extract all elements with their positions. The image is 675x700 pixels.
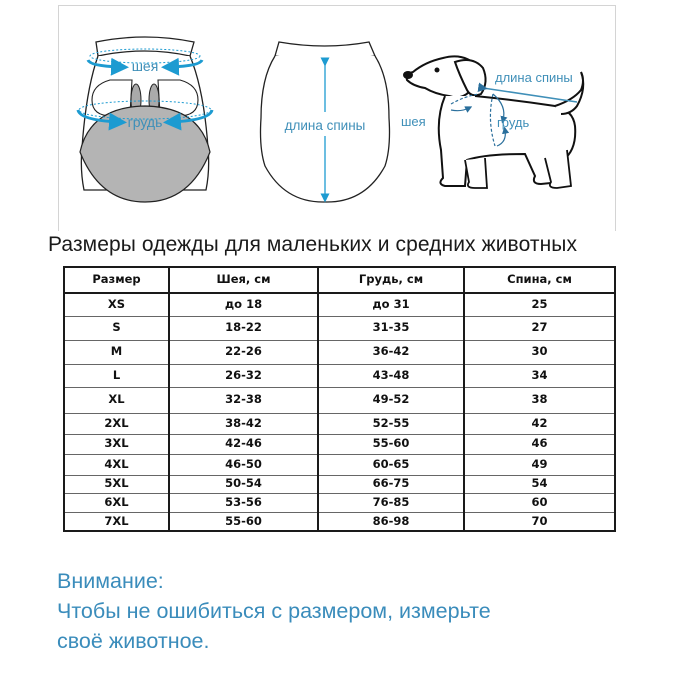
- cell-back: 27: [464, 316, 615, 340]
- header-back: Спина, см: [464, 267, 615, 293]
- sweater-front-diagram: [70, 30, 220, 210]
- size-table: [63, 266, 616, 532]
- cell-size: 5XL: [64, 475, 169, 493]
- cell-chest: 60-65: [318, 454, 464, 475]
- cell-chest: до 31: [318, 293, 464, 316]
- cell-back: 60: [464, 493, 615, 512]
- sweater-front-icon: [70, 30, 220, 210]
- table-row: [64, 493, 615, 512]
- header-chest: Грудь, см: [318, 267, 464, 293]
- neck-label: шея: [131, 58, 159, 74]
- cell-chest: 66-75: [318, 475, 464, 493]
- cell-size: 3XL: [64, 434, 169, 454]
- chest-label: грудь: [127, 114, 163, 130]
- dog-diagram: [395, 50, 615, 200]
- cell-neck: 53-56: [169, 493, 318, 512]
- table-row: [64, 387, 615, 413]
- attention-note: [57, 566, 657, 656]
- cell-back: 34: [464, 364, 615, 387]
- sweater-back-diagram: [255, 38, 395, 208]
- cell-neck: 55-60: [169, 512, 318, 531]
- cell-neck: 22-26: [169, 340, 318, 364]
- cell-neck: 18-22: [169, 316, 318, 340]
- cell-back: 70: [464, 512, 615, 531]
- cell-size: 6XL: [64, 493, 169, 512]
- dog-neck-label: шея: [401, 114, 426, 129]
- cell-chest: 31-35: [318, 316, 464, 340]
- cell-size: L: [64, 364, 169, 387]
- cell-neck: 50-54: [169, 475, 318, 493]
- table-row: [64, 364, 615, 387]
- cell-chest: 36-42: [318, 340, 464, 364]
- cell-size: XL: [64, 387, 169, 413]
- sweater-back-icon: [255, 38, 395, 208]
- page-title: Размеры одежды для маленьких и средних животных: [48, 233, 578, 256]
- cell-neck: до 18: [169, 293, 318, 316]
- dog-chest-label: грудь: [497, 115, 530, 130]
- cell-size: S: [64, 316, 169, 340]
- table-row: [64, 475, 615, 493]
- cell-neck: 42-46: [169, 434, 318, 454]
- header-size: Размер: [64, 267, 169, 293]
- table-header-row: [64, 267, 615, 293]
- table-row: [64, 340, 615, 364]
- cell-chest: 49-52: [318, 387, 464, 413]
- cell-size: XS: [64, 293, 169, 316]
- cell-back: 30: [464, 340, 615, 364]
- cell-back: 46: [464, 434, 615, 454]
- cell-neck: 32-38: [169, 387, 318, 413]
- cell-size: 2XL: [64, 413, 169, 434]
- table-row: [64, 413, 615, 434]
- cell-chest: 52-55: [318, 413, 464, 434]
- cell-back: 25: [464, 293, 615, 316]
- note-line-2: своё животное.: [57, 629, 210, 653]
- cell-neck: 26-32: [169, 364, 318, 387]
- cell-neck: 38-42: [169, 413, 318, 434]
- table-row: [64, 293, 615, 316]
- cell-chest: 76-85: [318, 493, 464, 512]
- note-line-1: Чтобы не ошибиться с размером, измерьте: [57, 599, 491, 623]
- dog-back-length-label: длина спины: [495, 70, 573, 85]
- note-heading: Внимание:: [57, 569, 164, 593]
- cell-back: 38: [464, 387, 615, 413]
- cell-size: M: [64, 340, 169, 364]
- cell-back: 42: [464, 413, 615, 434]
- back-length-label: длина спины: [284, 118, 366, 133]
- table-row: [64, 434, 615, 454]
- cell-chest: 55-60: [318, 434, 464, 454]
- header-neck: Шея, см: [169, 267, 318, 293]
- cell-back: 49: [464, 454, 615, 475]
- table-row: [64, 316, 615, 340]
- cell-chest: 86-98: [318, 512, 464, 531]
- cell-chest: 43-48: [318, 364, 464, 387]
- table-row: [64, 454, 615, 475]
- table-row: [64, 512, 615, 531]
- dog-icon: [395, 50, 615, 200]
- cell-neck: 46-50: [169, 454, 318, 475]
- cell-size: 4XL: [64, 454, 169, 475]
- cell-back: 54: [464, 475, 615, 493]
- cell-size: 7XL: [64, 512, 169, 531]
